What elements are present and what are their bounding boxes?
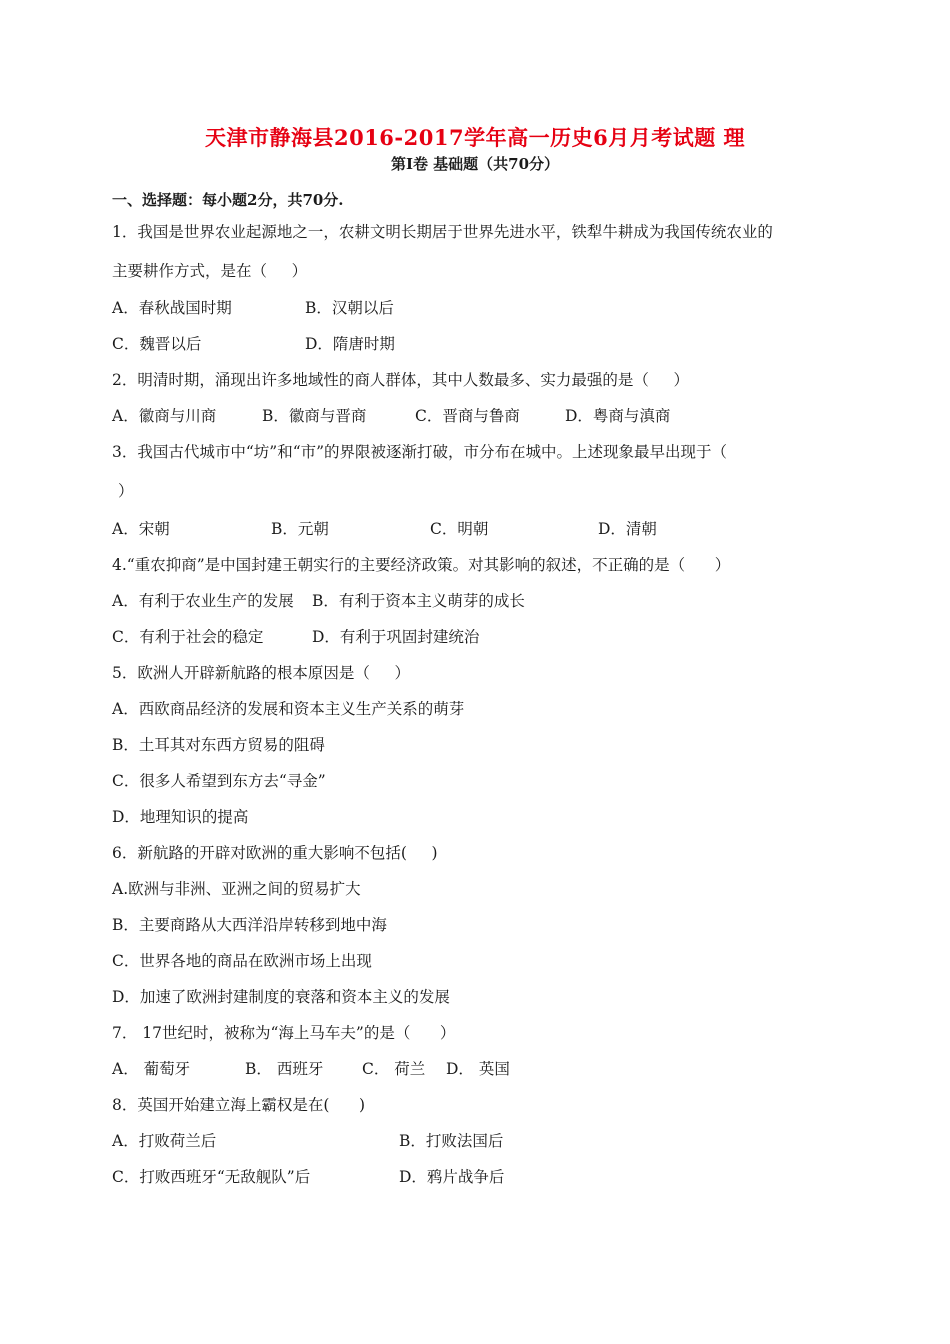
question-3-option-a: A．宋朝: [112, 520, 170, 538]
question-2-option-a: A．徽商与川商: [112, 407, 217, 425]
question-5-option-d: D．地理知识的提高: [112, 808, 249, 826]
question-3-options: [112, 519, 832, 539]
question-1-option-d: D．隋唐时期: [305, 335, 395, 353]
question-4-options-row-1: [112, 591, 832, 611]
question-1-option-c: C．魏晋以后: [112, 335, 202, 353]
question-6-option-b: B．主要商路从大西洋沿岸转移到地中海: [112, 916, 387, 934]
question-8-option-a: A．打败荷兰后: [112, 1132, 217, 1150]
question-8-options-row-1: [112, 1131, 832, 1151]
question-2-stem: 2．明清时期，涌现出许多地域性的商人群体，其中人数最多、实力最强的是（ ）: [112, 371, 689, 389]
question-7-options: [112, 1059, 832, 1079]
section-heading: 一、选择题：每小题2分，共70分.: [112, 191, 344, 209]
question-1-stem-line-2: 主要耕作方式，是在（ ）: [112, 262, 308, 280]
question-8-stem: 8．英国开始建立海上霸权是在( ): [112, 1096, 366, 1114]
question-3-option-d: D．清朝: [598, 520, 657, 538]
question-5-option-a: A．西欧商品经济的发展和资本主义生产关系的萌芽: [112, 700, 465, 718]
question-4-option-a: A．有利于农业生产的发展: [112, 592, 294, 610]
question-1-options-row-1: [112, 298, 832, 318]
question-7-option-c: C． 荷兰: [362, 1060, 426, 1078]
question-6-option-a: A.欧洲与非洲、亚洲之间的贸易扩大: [112, 880, 361, 898]
question-2-options: [112, 406, 832, 426]
question-8-options-row-2: [112, 1167, 832, 1187]
exam-title: 天津市静海县2016-2017学年高一历史6月月考试题 理: [204, 125, 746, 150]
question-3-stem-line-1: 3．我国古代城市中“坊”和“市”的界限被逐渐打破，市分布在城中。上述现象最早出现于（: [112, 443, 728, 461]
question-8-option-c: C．打败西班牙“无敌舰队”后: [112, 1168, 311, 1186]
question-7-option-b: B． 西班牙: [245, 1060, 324, 1078]
question-7-option-a: A． 葡萄牙: [112, 1060, 191, 1078]
question-4-options-row-2: [112, 627, 832, 647]
question-7-option-d: D． 英国: [446, 1060, 510, 1078]
question-1-option-a: A．春秋战国时期: [112, 299, 232, 317]
question-5-option-c: C．很多人希望到东方去“寻金”: [112, 772, 326, 790]
question-6-option-d: D．加速了欧洲封建制度的衰落和资本主义的发展: [112, 988, 450, 1006]
question-6-option-c: C．世界各地的商品在欧洲市场上出现: [112, 952, 372, 970]
question-4-option-b: B．有利于资本主义萌芽的成长: [312, 592, 525, 610]
question-5-stem: 5．欧洲人开辟新航路的根本原因是（ ）: [112, 664, 410, 682]
question-1-stem-line-1: 1．我国是世界农业起源地之一，农耕文明长期居于世界先进水平，铁犁牛耕成为我国传统农业的: [112, 223, 773, 241]
question-7-stem: 7． 17世纪时，被称为“海上马车夫”的是（ ）: [112, 1024, 456, 1042]
question-4-option-d: D．有利于巩固封建统治: [312, 628, 480, 646]
question-2-option-b: B．徽商与晋商: [262, 407, 367, 425]
question-4-stem: 4.“重农抑商”是中国封建王朝实行的主要经济政策。对其影响的叙述，不正确的是（ ）: [112, 556, 731, 574]
question-2-option-d: D．粤商与滇商: [565, 407, 671, 425]
question-3-stem-line-2: ）: [118, 482, 134, 500]
question-3-option-c: C．明朝: [430, 520, 489, 538]
question-8-option-d: D．鸦片战争后: [399, 1168, 505, 1186]
question-8-option-b: B．打败法国后: [399, 1132, 504, 1150]
question-3-option-b: B．元朝: [271, 520, 329, 538]
question-4-option-c: C．有利于社会的稳定: [112, 628, 264, 646]
question-5-option-b: B．土耳其对东西方贸易的阻碍: [112, 736, 325, 754]
exam-subtitle: 第Ⅰ卷 基础题（共70分）: [390, 155, 560, 173]
question-6-stem: 6．新航路的开辟对欧洲的重大影响不包括( ): [112, 844, 438, 862]
question-1-options-row-2: [112, 334, 832, 354]
question-1-option-b: B．汉朝以后: [305, 299, 394, 317]
question-2-option-c: C．晋商与鲁商: [415, 407, 520, 425]
